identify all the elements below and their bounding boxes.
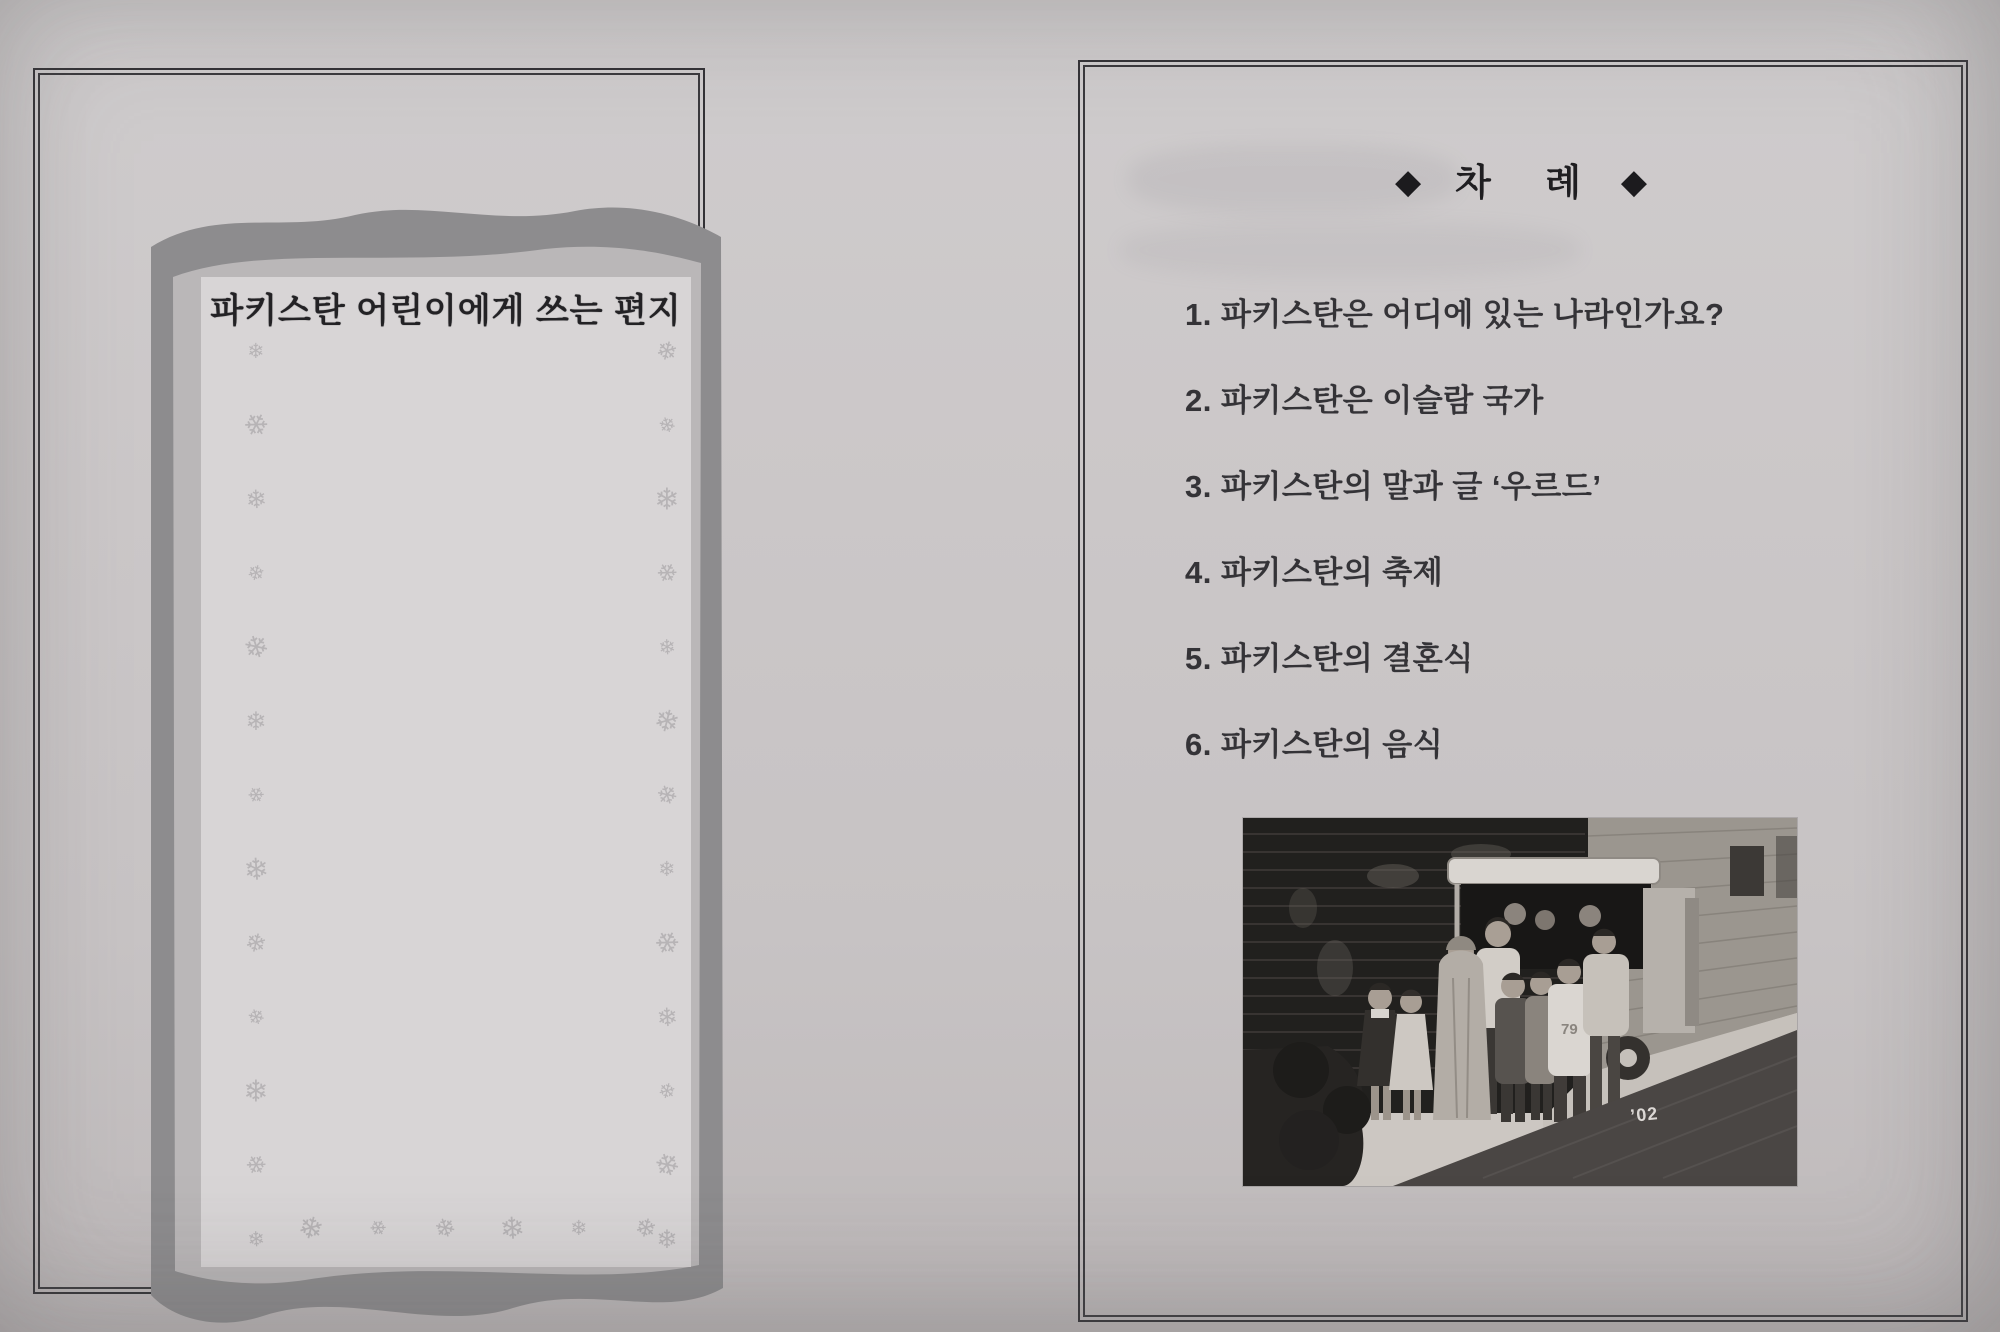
snowflake-icon: ❄ [652, 633, 682, 661]
snowflake-icon: ❄ [244, 559, 268, 587]
snowflake-icon: ❄ [650, 555, 684, 591]
snowflake-icon: ❄ [570, 1216, 588, 1240]
toc-item-3: 3. 파키스탄의 말과 글 ‘우르드’ [1185, 469, 1602, 504]
photo-children-rickshaw [1243, 818, 1797, 1186]
snowflake-icon: ❄ [427, 1209, 463, 1247]
snowflake-icon: ❄ [243, 1073, 269, 1109]
toc-item-2: 2. 파키스탄은 이슬람 국가 [1185, 383, 1544, 418]
snowflake-icon: ❄ [631, 1211, 660, 1245]
toc-item-4: 4. 파키스탄의 축제 [1185, 555, 1444, 590]
snowflake-icon: ❄ [234, 848, 278, 890]
snowflake-icon: ❄ [245, 706, 267, 736]
bleedthrough-smudge [1120, 222, 1580, 278]
snowflake-icon: ❄ [490, 1207, 534, 1249]
letter-frame-title: 파키스탄 어린이에게 쓰는 편지 [210, 292, 682, 330]
snowflake-icon: ❄ [647, 921, 687, 965]
snowflake-icon: ❄ [645, 1143, 688, 1187]
snowflake-icon: ❄ [241, 1225, 271, 1253]
left-page [33, 68, 705, 1294]
snowflake-icon: ❄ [294, 1208, 328, 1248]
snowflake-icon: ❄ [247, 339, 265, 363]
snowflake-icon: ❄ [236, 403, 276, 447]
toc-header [1078, 152, 1964, 206]
snowflake-icon: ❄ [655, 1077, 679, 1105]
snowflake-icon: ❄ [656, 1224, 678, 1254]
diamond-icon: ◆ [1394, 163, 1422, 201]
snowflake-icon: ❄ [649, 776, 685, 814]
snowflake-icon: ❄ [241, 1002, 271, 1032]
photo-watermark: ’02 [1629, 1103, 1660, 1126]
snowflake-icon: ❄ [242, 780, 270, 810]
frame-border-art [145, 185, 727, 1332]
snowflake-icon: ❄ [652, 410, 682, 440]
toc-item-5: 5. 파키스탄의 결혼식 [1185, 641, 1474, 676]
photo-illustration [1243, 818, 1797, 1186]
snowflake-icon: ❄ [652, 334, 681, 368]
snowflake-icon: ❄ [241, 926, 270, 960]
toc-item-6: 6. 파키스탄의 음식 [1185, 727, 1444, 762]
snowflake-icon: ❄ [239, 1147, 273, 1183]
photo-shirt-mark: 79 [1561, 1021, 1578, 1038]
snowflake-icon: ❄ [650, 701, 684, 741]
snowflake-icon: ❄ [648, 999, 686, 1035]
snowflake-icon: ❄ [364, 1213, 392, 1243]
toc-item-1: 1. 파키스탄은 어디에 있는 나라인가요? [1185, 297, 1725, 332]
toc-title: 차 례 [1455, 162, 1603, 203]
snowflake-icon: ❄ [234, 625, 277, 669]
diamond-icon: ◆ [1620, 163, 1648, 201]
snowflake-icon: ❄ [654, 481, 680, 517]
snowflake-icon: ❄ [658, 857, 676, 881]
letter-writing-frame [145, 185, 727, 1332]
snowflake-icon: ❄ [237, 481, 275, 517]
toc-list [1185, 296, 1905, 812]
